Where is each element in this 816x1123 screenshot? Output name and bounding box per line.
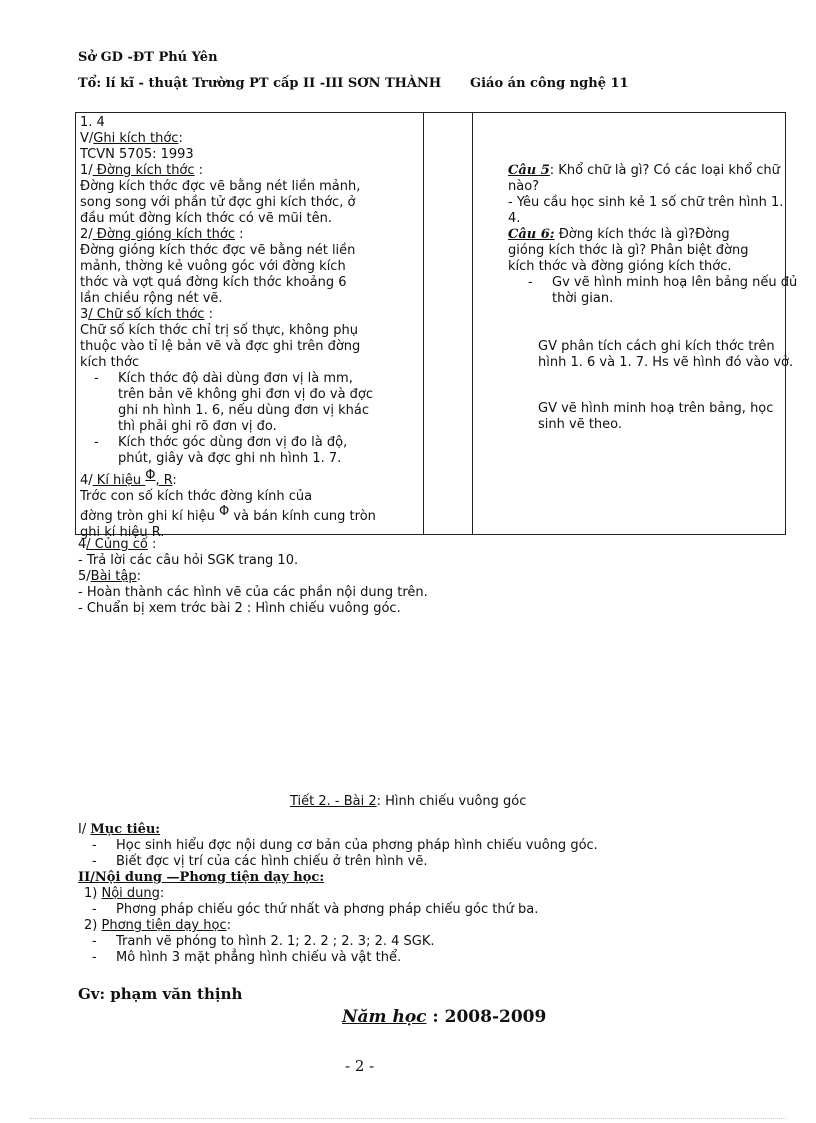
text-line: 4. bbox=[508, 211, 521, 226]
text-line: Chữ số kích thớc chỉ trị số thực, không phụ bbox=[80, 323, 359, 338]
text-line: kích thớc và đờng gióng kích thớc. bbox=[508, 259, 732, 274]
bullet-line: - Gv vẽ hình minh hoạ lên bảng nếu đủ bbox=[508, 275, 788, 291]
text-line: 1. 4 bbox=[80, 115, 105, 130]
header-dept: Sở GD -ĐT Phú Yên bbox=[78, 50, 218, 65]
bullet-line: - Phơng pháp chiếu góc thứ nhất và phơng pháp chiếu góc thứ ba. bbox=[78, 902, 758, 918]
text-line: sinh vẽ theo. bbox=[538, 417, 623, 432]
bullet-line: - Kích thớc độ dài dùng đơn vị là mm, bbox=[80, 371, 420, 387]
text-line: ghi kí hiệu R. bbox=[80, 525, 165, 540]
subsection-heading: 5/Bài tập: bbox=[78, 569, 141, 584]
review-section bbox=[78, 537, 758, 617]
text-line: GV phân tích cách ghi kích thớc trên bbox=[538, 339, 775, 354]
text-line: - Chuẩn bị xem trớc bài 2 : Hình chiếu vuông góc. bbox=[78, 601, 401, 616]
bullet-line: - Biết đợc vị trí của các hình chiếu ở trên hình vẽ. bbox=[78, 854, 758, 870]
numbered-heading: 2) Phơng tiện dạy học: bbox=[84, 918, 231, 933]
text-line: Đờng kích thớc đợc vẽ bằng nét liền mảnh, bbox=[80, 179, 361, 194]
table-divider bbox=[423, 113, 424, 534]
lesson-table bbox=[75, 112, 798, 540]
lesson2-section bbox=[78, 822, 758, 966]
section-heading: I/ Mục tiêu: bbox=[78, 822, 161, 837]
text-line: GV vẽ hình minh hoạ trên bảng, học bbox=[538, 401, 774, 416]
bullet-line: - Học sinh hiểu đợc nội dung cơ bản của phơng pháp hình chiếu vuông góc. bbox=[78, 838, 758, 854]
bullet-line: - Kích thớc góc dùng đơn vị đo là độ, bbox=[80, 435, 420, 451]
subsection-heading: 1/ Đờng kích thớc : bbox=[80, 163, 204, 178]
text-line: - Trả lời các câu hỏi SGK trang 10. bbox=[78, 553, 299, 568]
text-line: thời gian. bbox=[552, 291, 614, 306]
text-line: - Yêu cầu học sinh kẻ 1 số chữ trên hình 1. bbox=[508, 195, 784, 210]
text-line: kích thớc bbox=[80, 355, 140, 370]
text-line: trên bản vẽ không ghi đơn vị đo và đợc bbox=[118, 387, 374, 402]
text-line: hình 1. 6 và 1. 7. Hs vẽ hình đó vào vở. bbox=[538, 355, 794, 370]
text-line: phút, giây và đợc ghi nh hình 1. 7. bbox=[118, 451, 342, 466]
subsection-heading: 4/ Kí hiệu Φ, R: bbox=[80, 468, 177, 488]
numbered-heading: 1) Nội dung: bbox=[84, 886, 165, 901]
text-line: Đờng gióng kích thớc đợc vẽ bằng nét liền bbox=[80, 243, 356, 258]
text-line: mảnh, thờng kẻ vuông góc với đờng kích bbox=[80, 259, 346, 274]
teacher-name: Gv: phạm văn thịnh bbox=[78, 985, 243, 1003]
table-left-cell bbox=[80, 115, 420, 541]
standard-code: TCVN 5705: 1993 bbox=[80, 147, 194, 162]
page-number: - 2 - bbox=[345, 1057, 375, 1075]
phi-symbol: Φ bbox=[219, 504, 230, 519]
bullet-line: - Mô hình 3 mặt phẳng hình chiếu và vật thể. bbox=[78, 950, 758, 966]
bullet-line: - Tranh vẽ phóng to hình 2. 1; 2. 2 ; 2. 3; 2. 4 SGK. bbox=[78, 934, 758, 950]
text-line: thớc và vợt quá đờng kích thớc khoảng 6 bbox=[80, 275, 347, 290]
phi-symbol: Φ bbox=[145, 468, 156, 483]
text-line: ghi nh hình 1. 6, nếu dùng đơn vị khác bbox=[118, 403, 369, 418]
lesson-title: Tiết 2. - Bài 2: Hình chiếu vuông góc bbox=[290, 794, 527, 809]
text-line: thì phải ghi rõ đơn vị đo. bbox=[118, 419, 277, 434]
subsection-heading: 4/ Củng cố : bbox=[78, 537, 157, 552]
text-line: đầu mút đờng kích thớc có vẽ mũi tên. bbox=[80, 211, 332, 226]
header-group: Tổ: lí kĩ - thuật Trường PT cấp II -III SƠN THÀNH bbox=[78, 76, 442, 91]
question-6: Câu 6: Đờng kích thớc là gì?Đờng bbox=[508, 227, 730, 242]
page-bottom-divider bbox=[30, 1118, 786, 1119]
text-line: song song với phần tử đợc ghi kích thớc, ở bbox=[80, 195, 356, 210]
text-line: - Hoàn thành các hình vẽ của các phần nội dung trên. bbox=[78, 585, 428, 600]
text-line: lần chiều rộng nét vẽ. bbox=[80, 291, 223, 306]
text-line: gióng kích thớc là gì? Phân biệt đờng bbox=[508, 243, 749, 258]
text-line: thuộc vào tỉ lệ bản vẽ và đợc ghi trên đờng bbox=[80, 339, 361, 354]
subsection-heading: 3/ Chữ số kích thớc : bbox=[80, 307, 213, 322]
header-doc-title: Giáo án công nghệ 11 bbox=[470, 76, 629, 91]
question-5: Câu 5: Khổ chữ là gì? Có các loại khổ chữ bbox=[508, 163, 780, 178]
text-line: đờng tròn ghi kí hiệu Φ và bán kính cung tròn bbox=[80, 504, 376, 524]
section-heading: V/Ghi kích thớc: bbox=[80, 131, 183, 146]
table-divider bbox=[472, 113, 473, 534]
text-line: nào? bbox=[508, 179, 540, 194]
subsection-heading: 2/ Đờng gióng kích thớc : bbox=[80, 227, 244, 242]
school-year: Năm học : 2008-2009 bbox=[342, 1007, 547, 1027]
text-line: Trớc con số kích thớc đờng kính của bbox=[80, 489, 313, 504]
table-right-cell bbox=[508, 163, 798, 433]
section-heading: II/Nội dung —Phơng tiện dạy học: bbox=[78, 870, 325, 885]
